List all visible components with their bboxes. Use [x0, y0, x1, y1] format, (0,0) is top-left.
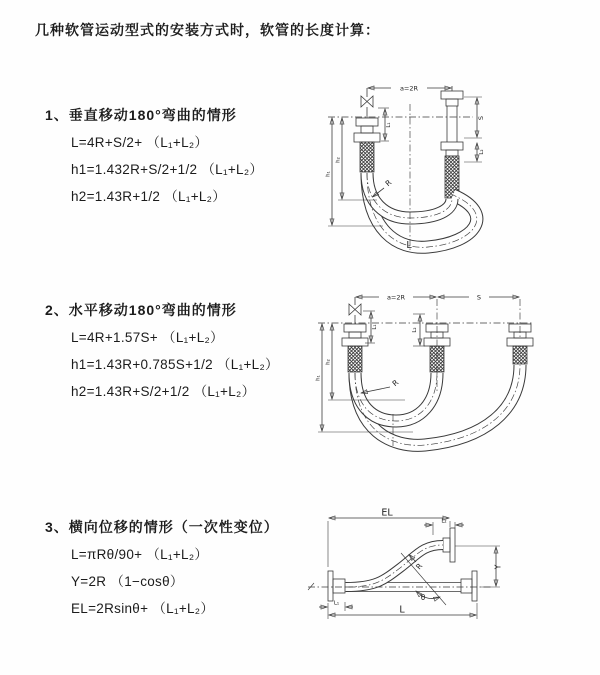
left-flange	[328, 571, 345, 601]
dim-label-h2: h₂	[325, 359, 332, 365]
section-2	[45, 301, 279, 411]
section-1	[45, 106, 263, 216]
dim-label-l1: L₁	[333, 600, 340, 607]
page-title: 几种软管运动型式的安装方式时，软管的长度计算：	[35, 22, 380, 38]
formula-h2: h2=1.43R+S/2+1/2 （L₁+L₂）	[71, 384, 256, 399]
dim-l2	[412, 314, 425, 346]
dim-s	[464, 97, 485, 138]
right-pipe-assembly	[441, 86, 463, 198]
dim-label-h1: h₁	[315, 375, 322, 381]
section-1-heading: 1、垂直移动180°弯曲的情形	[45, 107, 237, 123]
dim-label-r: R	[413, 561, 425, 572]
dim-l2	[424, 519, 464, 536]
dim-el	[328, 508, 450, 568]
dim-label-a2r: a=2R	[386, 293, 406, 302]
dim-label-theta: θ	[420, 593, 426, 602]
section-2-heading: 2、水平移动180°弯曲的情形	[45, 302, 237, 318]
dim-label-a2r: a=2R	[399, 84, 419, 93]
formula-h2: h2=1.43R+1/2 （L₁+L₂）	[71, 189, 227, 204]
braid-section	[360, 142, 374, 172]
valve-icon	[361, 96, 373, 107]
dim-label-s: S	[476, 293, 482, 302]
dim-a2r	[356, 294, 436, 302]
hose-u-bend	[355, 365, 520, 445]
dim-label-r: R	[383, 177, 394, 189]
upper-flange	[443, 528, 455, 562]
formula-y: Y=2R （1−cosθ）	[71, 574, 184, 589]
dim-l	[328, 600, 477, 619]
dim-label-l1: L₁	[386, 122, 392, 128]
hose-s-curve	[346, 545, 443, 587]
diagram-vertical-180-bend	[325, 78, 590, 253]
dim-label-h2: h₂	[335, 157, 342, 163]
centerline-break-mark	[308, 583, 314, 590]
formula-l: L=4R+S/2+ （L₁+L₂）	[71, 135, 209, 150]
formula-h1: h1=1.43R+0.785S+1/2 （L₁+L₂）	[71, 357, 279, 372]
left-pipe-assembly	[342, 297, 368, 372]
section-3	[45, 518, 279, 628]
dim-label-l2: L₂	[412, 327, 418, 333]
angle-theta	[401, 553, 446, 605]
dim-label-s: S	[477, 115, 485, 121]
radius-leader	[361, 378, 400, 393]
dim-label-l1: L₁	[372, 324, 378, 330]
section-3-heading: 3、横向位移的情形（一次性变位）	[45, 519, 279, 535]
hose-u-bend	[367, 173, 477, 247]
dim-s	[438, 294, 519, 302]
diagram-lateral-displacement	[303, 505, 598, 635]
formula-l: L=4R+1.57S+ （L₁+L₂）	[71, 330, 224, 345]
dim-y	[455, 546, 503, 587]
dim-h2	[326, 324, 405, 400]
dim-label-el: EL	[381, 507, 393, 519]
dim-l2	[464, 143, 485, 162]
diagram-horizontal-180-bend	[313, 288, 578, 450]
section-1-formulas	[71, 135, 263, 205]
dim-label-l2: L₂	[479, 149, 485, 155]
dim-label-l: L	[399, 604, 405, 616]
dim-label-y: Y	[493, 564, 503, 570]
dim-l1	[319, 601, 353, 612]
radius-leader	[373, 178, 394, 197]
formula-h1: h1=1.432R+S/2+1/2 （L₁+L₂）	[71, 162, 264, 177]
section-2-formulas	[71, 330, 279, 400]
dim-label-l: L	[406, 240, 412, 251]
dim-label-l2: L₂	[441, 518, 447, 525]
dim-label-h1: h₁	[325, 171, 332, 177]
dim-a2r	[368, 85, 451, 93]
valve-icon	[349, 304, 361, 315]
formula-el: EL=2Rsinθ+ （L₁+L₂）	[71, 601, 215, 616]
left-pipe-assembly	[354, 88, 380, 172]
braid-section	[513, 346, 527, 364]
formula-l: L=πRθ/90+ （L₁+L₂）	[71, 547, 209, 562]
section-3-formulas	[71, 547, 279, 617]
braid-section	[348, 346, 362, 372]
dim-label-r: R	[390, 377, 401, 389]
